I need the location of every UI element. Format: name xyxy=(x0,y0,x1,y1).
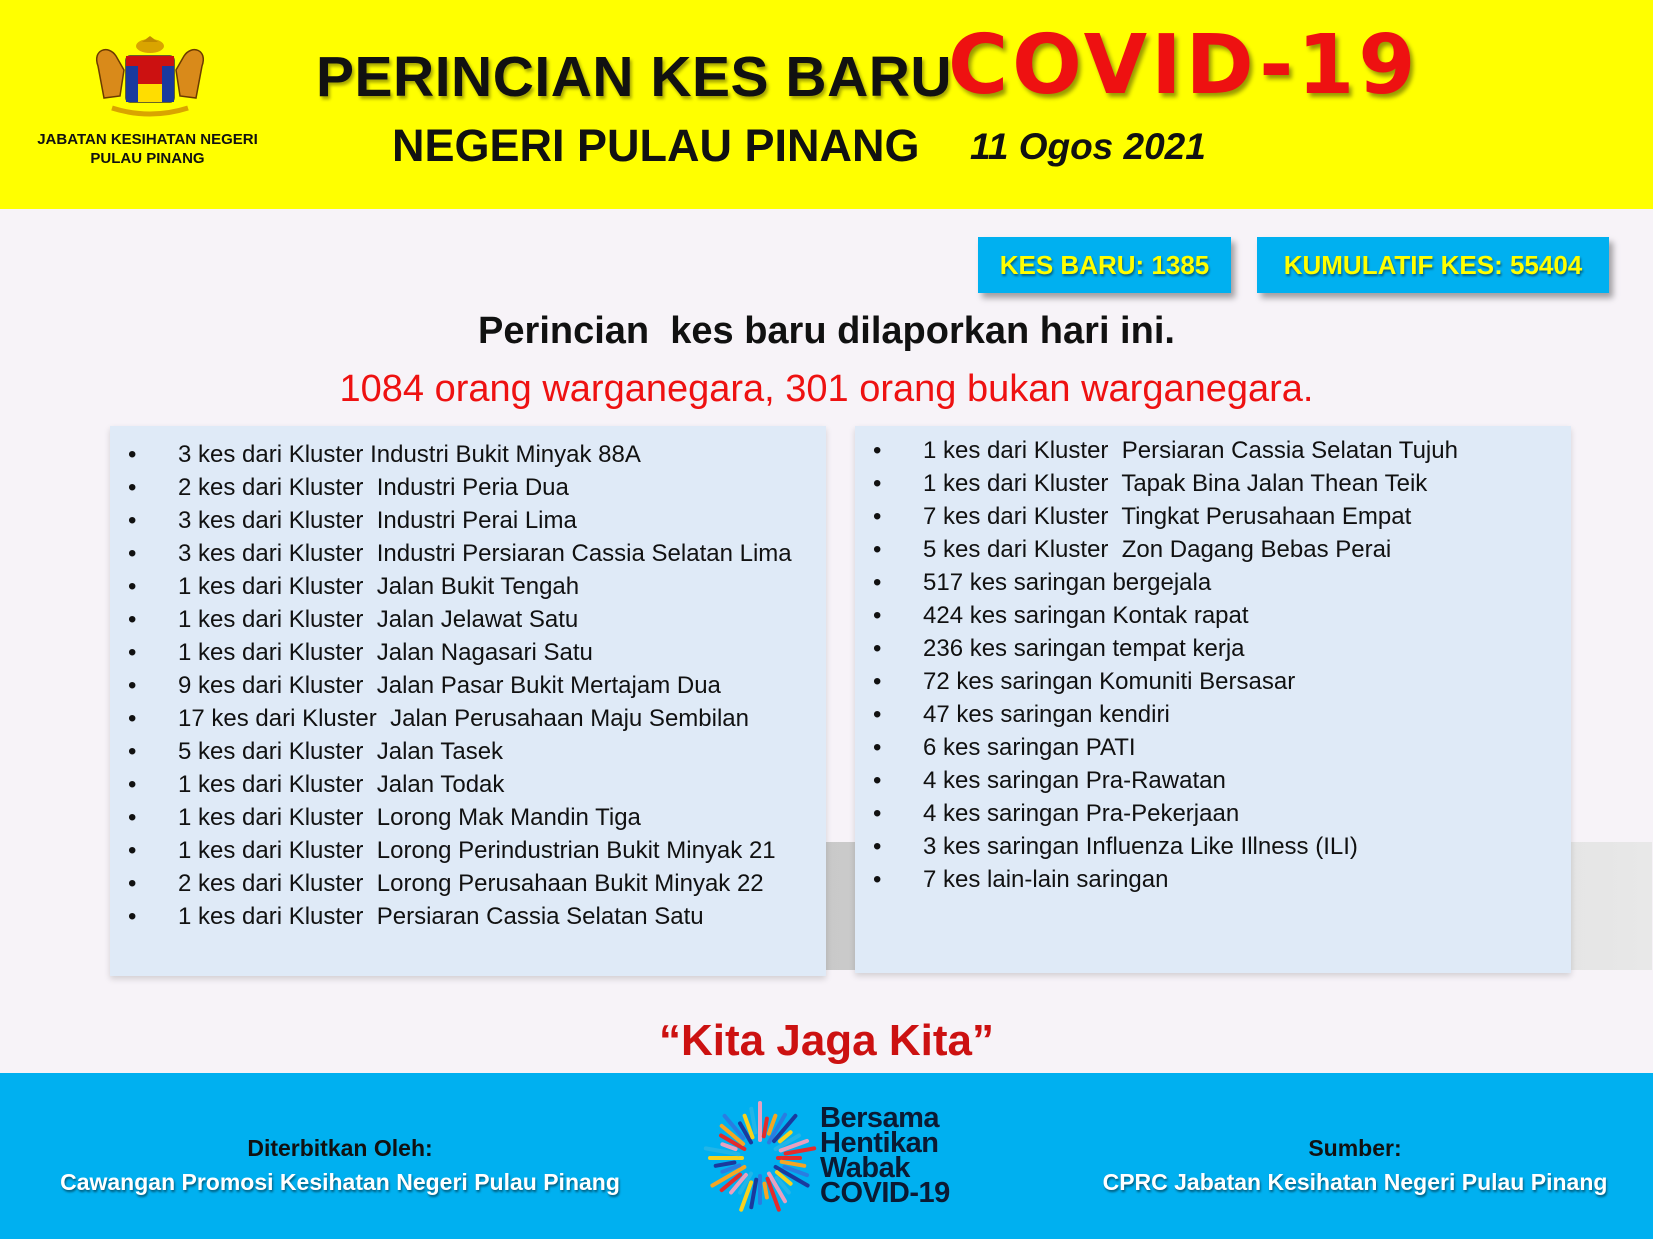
new-cases-badge: KES BARU: 1385 xyxy=(978,237,1231,293)
right-case-list xyxy=(855,426,1571,896)
case-list-item: • 424 kes saringan Kontak rapat xyxy=(855,599,1571,632)
source-name: CPRC Jabatan Kesihatan Negeri Pulau Pinang xyxy=(1102,1169,1608,1195)
slogan: “Kita Jaga Kita” xyxy=(659,1016,994,1065)
left-case-list xyxy=(110,426,826,933)
case-list-item: • 1 kes dari Kluster Persiaran Cassia Selatan Satu xyxy=(110,900,826,933)
publisher-block xyxy=(40,1131,640,1199)
report-date: 11 Ogos 2021 xyxy=(970,126,1206,167)
campaign-line-3: Wabak xyxy=(820,1152,910,1184)
case-list-item: • 5 kes dari Kluster Jalan Tasek xyxy=(110,735,826,768)
summary-heading: Perincian kes baru dilaporkan hari ini. xyxy=(478,310,1175,352)
case-list-item: • 6 kes saringan PATI xyxy=(855,731,1571,764)
case-list-item: • 1 kes dari Kluster Tapak Bina Jalan Thean Teik xyxy=(855,467,1571,500)
citizenship-breakdown: 1084 orang warganegara, 301 orang bukan warganegara. xyxy=(339,368,1314,410)
publisher-label: Diterbitkan Oleh: xyxy=(247,1135,433,1161)
case-list-item: • 2 kes dari Kluster Industri Peria Dua xyxy=(110,471,826,504)
case-list-item: • 1 kes dari Kluster Lorong Mak Mandin Tiga xyxy=(110,801,826,834)
source-block xyxy=(1090,1131,1620,1199)
case-list-item: • 9 kes dari Kluster Jalan Pasar Bukit Mertajam Dua xyxy=(110,669,826,702)
case-list-item: • 72 kes saringan Komuniti Bersasar xyxy=(855,665,1571,698)
campaign-line-1: Bersama xyxy=(820,1102,940,1134)
case-list-item: • 1 kes dari Kluster Lorong Perindustrian Bukit Minyak 21 xyxy=(110,834,826,867)
department-name xyxy=(20,130,275,168)
case-list-item: • 2 kes dari Kluster Lorong Perusahaan Bukit Minyak 22 xyxy=(110,867,826,900)
left-case-panel xyxy=(110,426,826,976)
case-list-item: • 236 kes saringan tempat kerja xyxy=(855,632,1571,665)
campaign-burst-icon xyxy=(700,1098,820,1218)
covid-title: COVID-19 xyxy=(948,18,1420,113)
publisher-name: Cawangan Promosi Kesihatan Negeri Pulau Pinang xyxy=(60,1169,620,1195)
campaign-line-4: COVID-19 xyxy=(820,1177,950,1209)
department-line-2: PULAU PINANG xyxy=(90,150,205,167)
campaign-logo-text xyxy=(820,1102,950,1209)
case-list-item: • 4 kes saringan Pra-Rawatan xyxy=(855,764,1571,797)
case-list-item: • 3 kes dari Kluster Industri Persiaran Cassia Selatan Lima xyxy=(110,537,826,570)
header-banner xyxy=(0,0,1653,209)
case-list-item: • 1 kes dari Kluster Persiaran Cassia Selatan Tujuh xyxy=(855,434,1571,467)
right-case-panel xyxy=(855,426,1571,973)
department-line-1: JABATAN KESIHATAN NEGERI xyxy=(37,131,258,148)
case-list-item: • 5 kes dari Kluster Zon Dagang Bebas Perai xyxy=(855,533,1571,566)
case-list-item: • 517 kes saringan bergejala xyxy=(855,566,1571,599)
page-title: PERINCIAN KES BARU xyxy=(316,45,953,109)
case-list-item: • 3 kes dari Kluster Industri Perai Lima xyxy=(110,504,826,537)
case-list-item: • 7 kes dari Kluster Tingkat Perusahaan Empat xyxy=(855,500,1571,533)
case-list-item: • 1 kes dari Kluster Jalan Nagasari Satu xyxy=(110,636,826,669)
campaign-line-2: Hentikan xyxy=(820,1127,939,1159)
case-list-item: • 1 kes dari Kluster Jalan Bukit Tengah xyxy=(110,570,826,603)
cumulative-cases-badge: KUMULATIF KES: 55404 xyxy=(1257,237,1609,293)
case-list-item: • 3 kes saringan Influenza Like Illness (ILI) xyxy=(855,830,1571,863)
case-list-item: • 17 kes dari Kluster Jalan Perusahaan Maju Sembilan xyxy=(110,702,826,735)
case-list-item: • 1 kes dari Kluster Jalan Todak xyxy=(110,768,826,801)
case-list-item: • 3 kes dari Kluster Industri Bukit Minyak 88A xyxy=(110,438,826,471)
state-subtitle: NEGERI PULAU PINANG xyxy=(392,120,920,171)
case-list-item: • 47 kes saringan kendiri xyxy=(855,698,1571,731)
case-list-item: • 7 kes lain-lain saringan xyxy=(855,863,1571,896)
source-label: Sumber: xyxy=(1308,1135,1402,1161)
case-list-item: • 1 kes dari Kluster Jalan Jelawat Satu xyxy=(110,603,826,636)
case-list-item: • 4 kes saringan Pra-Pekerjaan xyxy=(855,797,1571,830)
coat-of-arms-icon xyxy=(90,36,210,120)
